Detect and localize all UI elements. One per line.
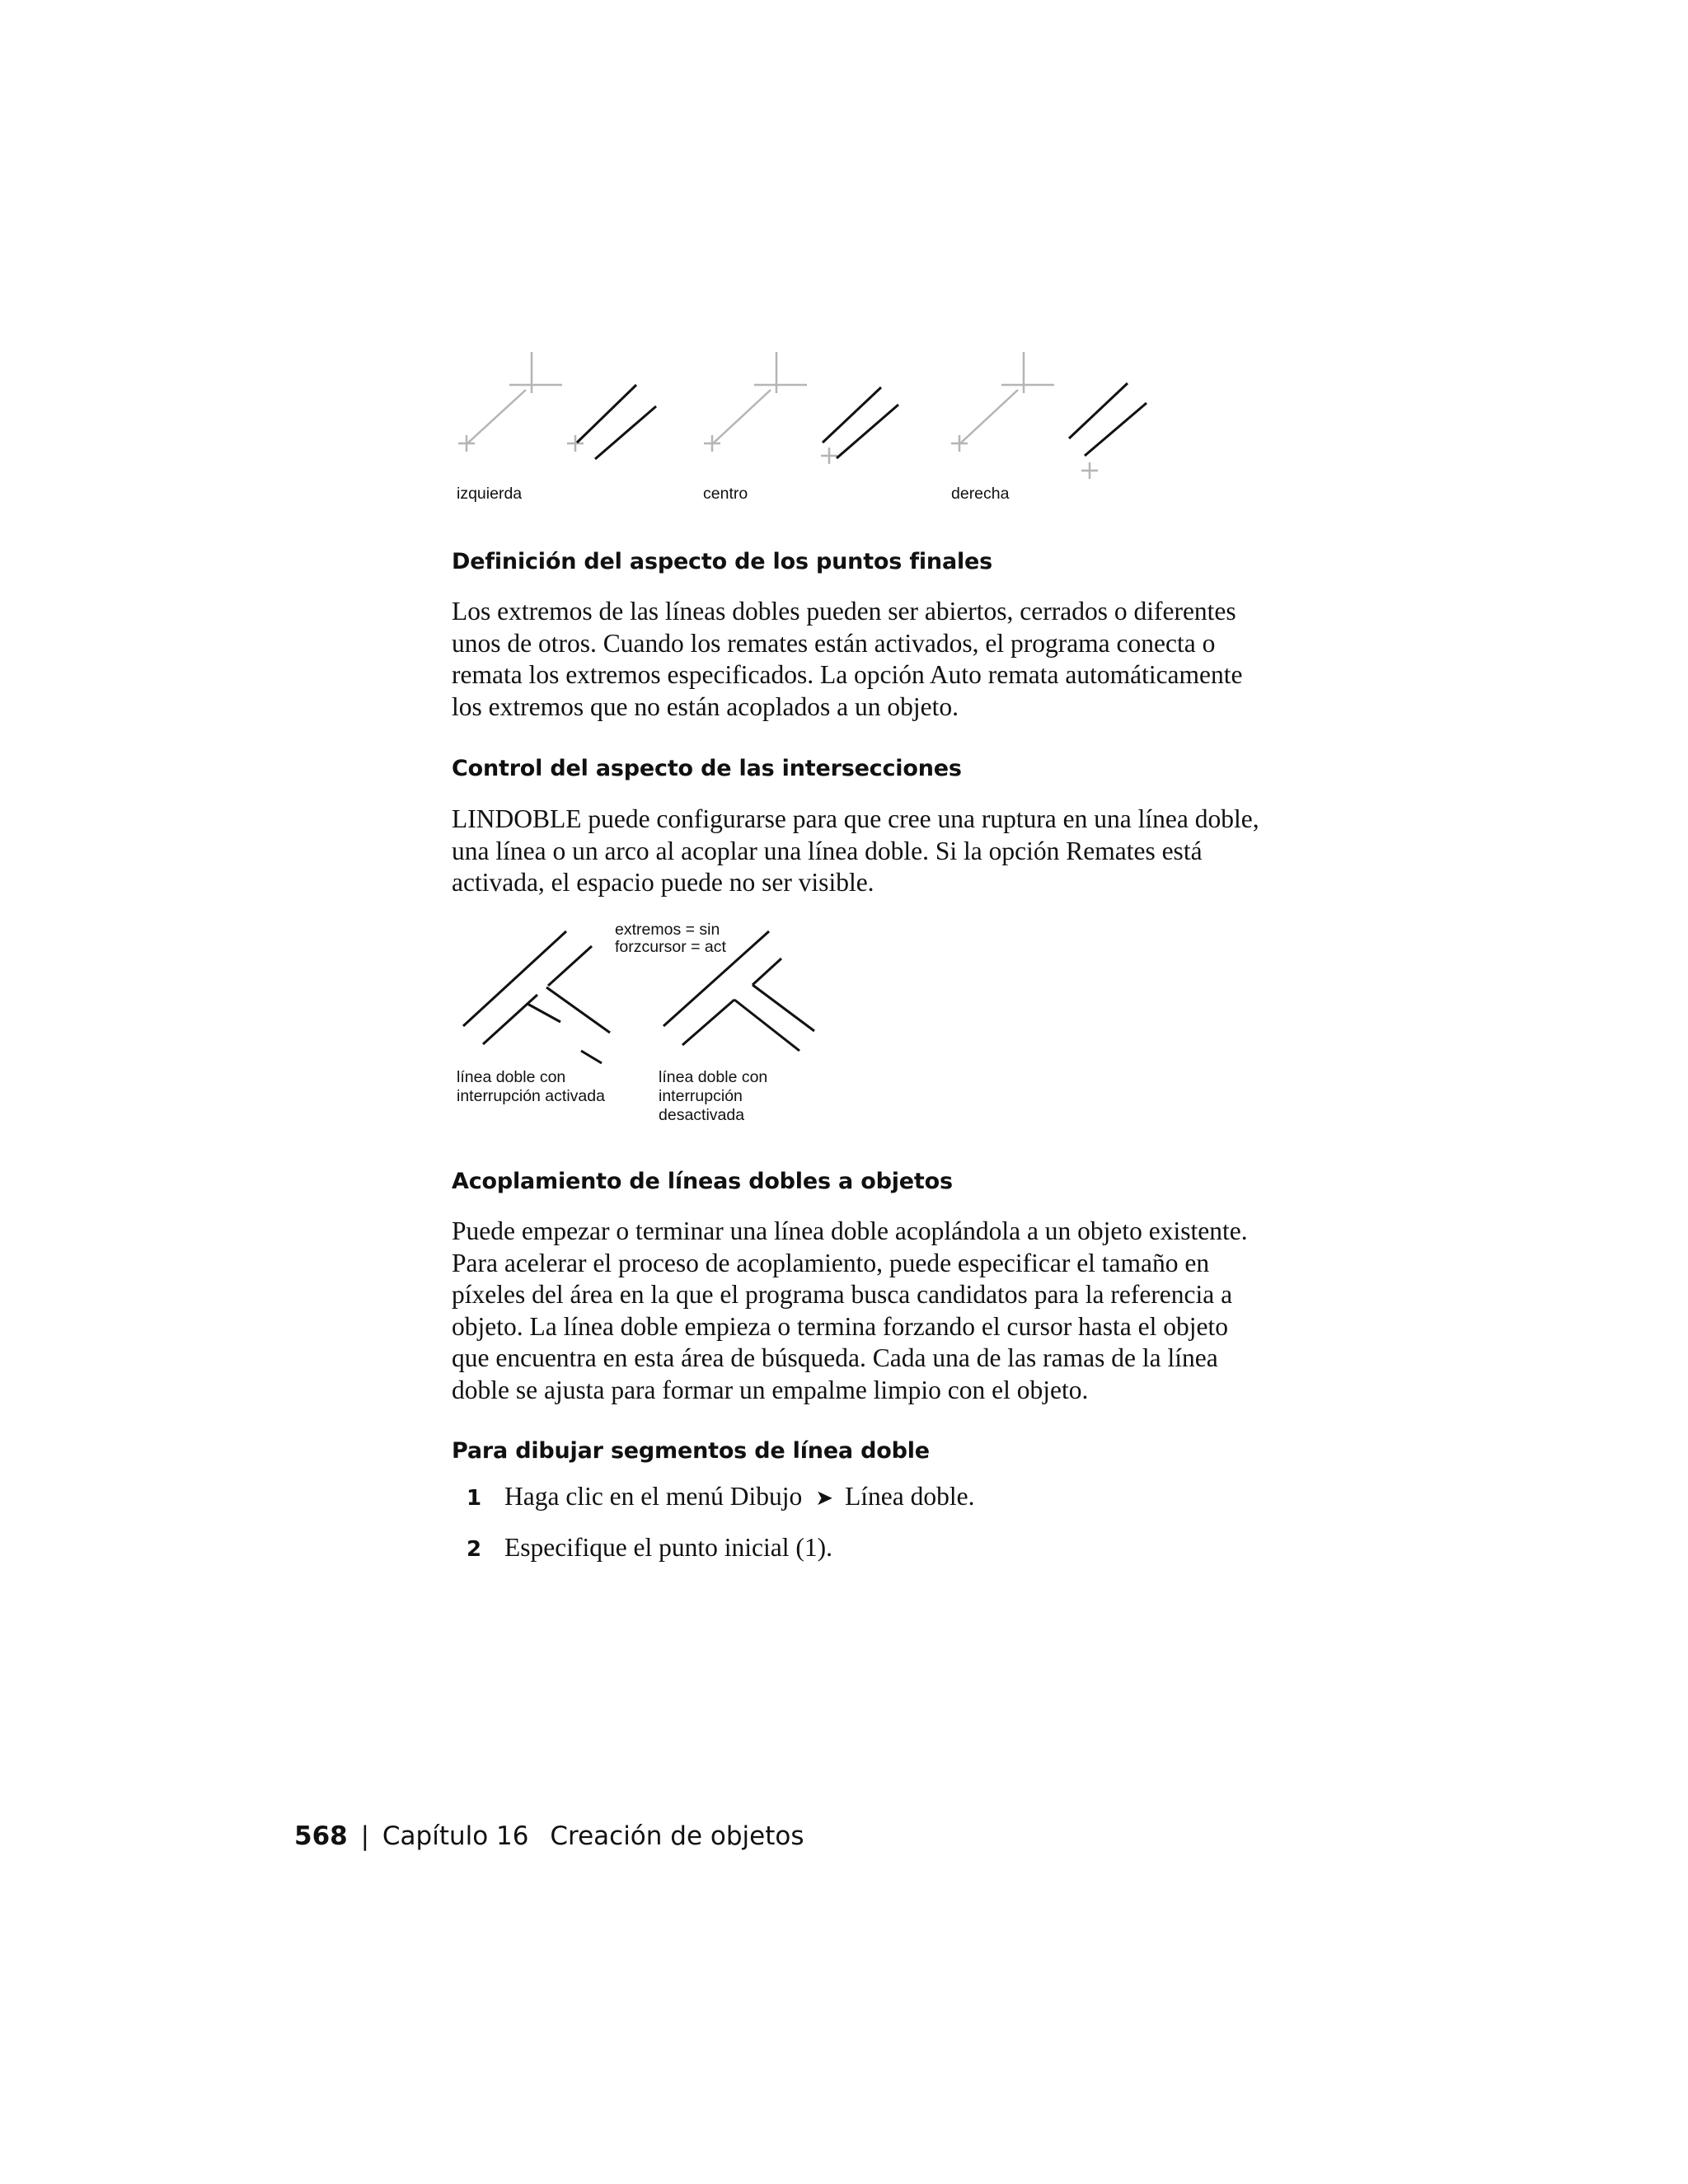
footer-separator: | bbox=[360, 1821, 370, 1851]
caption-right-line: desactivada bbox=[659, 1106, 745, 1124]
paragraph-line: píxeles del área en la que el programa busca candidatos para la referencia a bbox=[452, 1280, 1233, 1309]
paragraph-line: activada, el espacio puede no ser visible. bbox=[452, 868, 874, 897]
step-text: Línea doble. bbox=[845, 1482, 975, 1511]
intersection-figure bbox=[453, 919, 841, 1141]
caption-left-line: línea doble con bbox=[457, 1068, 566, 1086]
chapter-title: Creación de objetos bbox=[550, 1821, 804, 1851]
paragraph-line: una línea o un arco al acoplar una línea doble. Si la opción Remates está bbox=[452, 836, 1203, 865]
step-number: 1 bbox=[467, 1486, 482, 1511]
procedure-step bbox=[467, 1482, 975, 1511]
section-heading: Definición del aspecto de los puntos finales bbox=[452, 549, 993, 574]
caption-derecha: derecha bbox=[951, 485, 1010, 503]
chapter-label: Capítulo 16 bbox=[382, 1821, 529, 1851]
justification-figure bbox=[445, 342, 1187, 515]
paragraph-line: doble se ajusta para formar un empalme limpio con el objeto. bbox=[452, 1375, 1089, 1404]
paragraph-line: Puede empezar o terminar una línea doble acoplándola a un objeto existente. bbox=[452, 1216, 1248, 1245]
caption-left-line: interrupción activada bbox=[457, 1087, 605, 1105]
menu-arrow-icon: ➤ bbox=[815, 1486, 834, 1510]
caption-right-line: interrupción bbox=[659, 1087, 743, 1105]
caption-right-line: línea doble con bbox=[659, 1068, 768, 1086]
figure-note-line: forzcursor = act bbox=[615, 938, 726, 956]
section-paragraph bbox=[452, 804, 1350, 899]
procedure-step bbox=[467, 1533, 832, 1563]
paragraph-line: remata los extremos especificados. La opción Auto remata automáticamente bbox=[452, 660, 1243, 689]
section-paragraph bbox=[452, 1216, 1350, 1406]
section-paragraph bbox=[452, 596, 1350, 723]
paragraph-line: objeto. La línea doble empieza o termina forzando el cursor hasta el objeto bbox=[452, 1311, 1229, 1341]
procedure-heading: Para dibujar segmentos de línea doble bbox=[452, 1438, 930, 1464]
paragraph-line: los extremos que no están acoplados a un objeto. bbox=[452, 691, 959, 721]
justification-diagram bbox=[445, 342, 1187, 515]
figure-note-line: extremos = sin bbox=[615, 921, 720, 939]
step-text: Haga clic en el menú Dibujo bbox=[504, 1482, 803, 1511]
section-heading: Control del aspecto de las intersecciones bbox=[452, 756, 962, 781]
paragraph-line: unos de otros. Cuando los remates están activados, el programa conecta o bbox=[452, 628, 1216, 658]
caption-izquierda: izquierda bbox=[457, 485, 523, 503]
caption-centro: centro bbox=[703, 485, 748, 503]
step-text: Especifique el punto inicial (1). bbox=[504, 1533, 832, 1562]
page-footer bbox=[294, 1821, 804, 1851]
paragraph-line: que encuentra en esta área de búsqueda. Cada una de las ramas de la línea bbox=[452, 1343, 1218, 1372]
paragraph-line: Para acelerar el proceso de acoplamiento, puede especificar el tamaño en bbox=[452, 1248, 1210, 1277]
step-number: 2 bbox=[467, 1537, 482, 1562]
section-heading: Acoplamiento de líneas dobles a objetos bbox=[452, 1169, 953, 1194]
paragraph-line: Los extremos de las líneas dobles pueden ser abiertos, cerrados o diferentes bbox=[452, 597, 1236, 626]
paragraph-line: LINDOBLE puede configurarse para que cree una ruptura en una línea doble, bbox=[452, 804, 1259, 833]
page-number: 568 bbox=[294, 1821, 348, 1851]
